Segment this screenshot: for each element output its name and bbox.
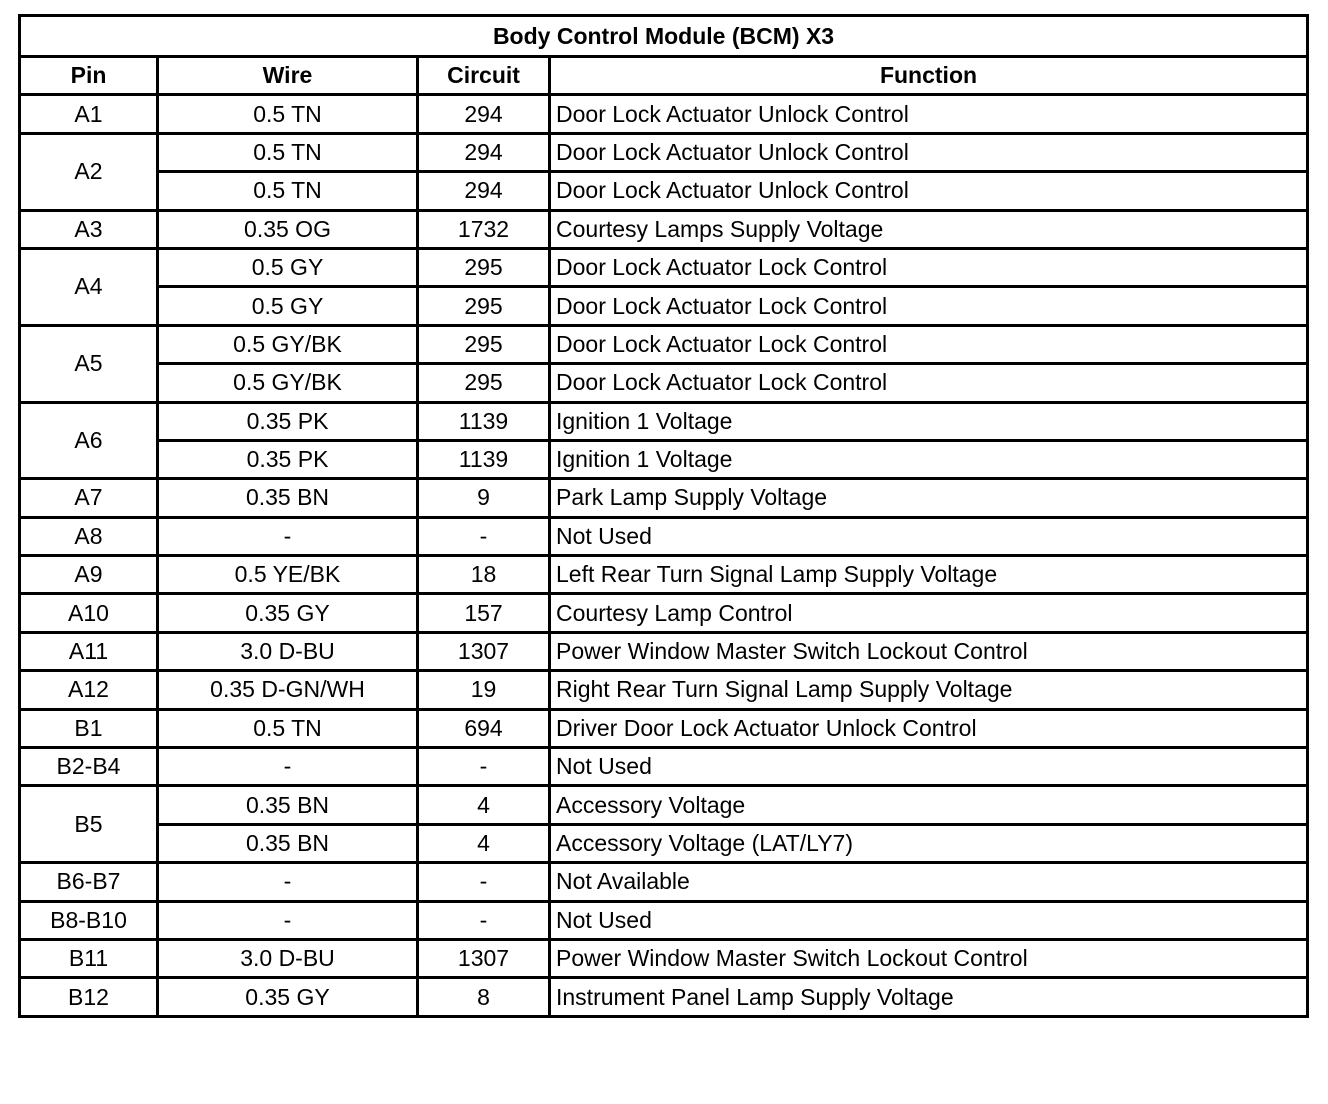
circuit-cell: 294 xyxy=(418,133,550,171)
wire-cell: - xyxy=(158,863,418,901)
function-cell: Ignition 1 Voltage xyxy=(550,440,1308,478)
circuit-cell: 295 xyxy=(418,287,550,325)
wire-cell: 0.35 GY xyxy=(158,978,418,1016)
pin-cell: A7 xyxy=(20,479,158,517)
circuit-cell: 9 xyxy=(418,479,550,517)
pin-cell: B1 xyxy=(20,709,158,747)
function-cell: Ignition 1 Voltage xyxy=(550,402,1308,440)
wire-cell: 0.35 BN xyxy=(158,479,418,517)
table-row xyxy=(20,901,1308,939)
function-cell: Power Window Master Switch Lockout Control xyxy=(550,939,1308,977)
table-row xyxy=(20,556,1308,594)
pin-cell: A8 xyxy=(20,517,158,555)
circuit-cell: - xyxy=(418,517,550,555)
function-cell: Accessory Voltage xyxy=(550,786,1308,824)
circuit-cell: 1139 xyxy=(418,440,550,478)
function-cell: Driver Door Lock Actuator Unlock Control xyxy=(550,709,1308,747)
table-row xyxy=(20,133,1308,171)
wire-cell: 3.0 D-BU xyxy=(158,632,418,670)
function-cell: Door Lock Actuator Unlock Control xyxy=(550,172,1308,210)
table-row xyxy=(20,172,1308,210)
circuit-cell: 157 xyxy=(418,594,550,632)
bcm-x3-pinout-table xyxy=(18,14,1309,1018)
table-row xyxy=(20,786,1308,824)
wire-cell: 0.5 GY/BK xyxy=(158,364,418,402)
circuit-cell: 294 xyxy=(418,95,550,133)
table-row xyxy=(20,671,1308,709)
wire-cell: 0.5 GY/BK xyxy=(158,325,418,363)
table-row xyxy=(20,978,1308,1016)
pin-cell: B11 xyxy=(20,939,158,977)
table-row xyxy=(20,517,1308,555)
function-cell: Door Lock Actuator Lock Control xyxy=(550,364,1308,402)
function-cell: Not Used xyxy=(550,901,1308,939)
function-cell: Door Lock Actuator Lock Control xyxy=(550,287,1308,325)
function-cell: Instrument Panel Lamp Supply Voltage xyxy=(550,978,1308,1016)
table-row xyxy=(20,632,1308,670)
table-row xyxy=(20,824,1308,862)
table-row xyxy=(20,364,1308,402)
circuit-cell: 18 xyxy=(418,556,550,594)
circuit-cell: 295 xyxy=(418,325,550,363)
table-row xyxy=(20,709,1308,747)
table-row xyxy=(20,402,1308,440)
wire-cell: 0.35 GY xyxy=(158,594,418,632)
wire-cell: 0.5 GY xyxy=(158,287,418,325)
circuit-cell: 1732 xyxy=(418,210,550,248)
circuit-cell: 19 xyxy=(418,671,550,709)
circuit-cell: 295 xyxy=(418,248,550,286)
table-row xyxy=(20,210,1308,248)
header-circuit: Circuit xyxy=(418,57,550,95)
wire-cell: 0.5 TN xyxy=(158,709,418,747)
title-row xyxy=(20,16,1308,57)
function-cell: Door Lock Actuator Lock Control xyxy=(550,248,1308,286)
table-body xyxy=(20,95,1308,1016)
table-row xyxy=(20,248,1308,286)
wire-cell: 0.5 GY xyxy=(158,248,418,286)
circuit-cell: 4 xyxy=(418,824,550,862)
table-row xyxy=(20,594,1308,632)
circuit-cell: 694 xyxy=(418,709,550,747)
function-cell: Park Lamp Supply Voltage xyxy=(550,479,1308,517)
wire-cell: 0.35 D-GN/WH xyxy=(158,671,418,709)
function-cell: Left Rear Turn Signal Lamp Supply Voltage xyxy=(550,556,1308,594)
wire-cell: 0.35 BN xyxy=(158,824,418,862)
circuit-cell: 8 xyxy=(418,978,550,1016)
table-row xyxy=(20,863,1308,901)
function-cell: Right Rear Turn Signal Lamp Supply Voltage xyxy=(550,671,1308,709)
wire-cell: - xyxy=(158,748,418,786)
pin-cell: A9 xyxy=(20,556,158,594)
circuit-cell: 4 xyxy=(418,786,550,824)
wire-cell: 0.35 PK xyxy=(158,402,418,440)
function-cell: Power Window Master Switch Lockout Control xyxy=(550,632,1308,670)
wire-cell: 0.35 OG xyxy=(158,210,418,248)
table-title: Body Control Module (BCM) X3 xyxy=(20,16,1308,57)
table-row xyxy=(20,748,1308,786)
circuit-cell: 1139 xyxy=(418,402,550,440)
header-pin: Pin xyxy=(20,57,158,95)
function-cell: Door Lock Actuator Unlock Control xyxy=(550,133,1308,171)
function-cell: Courtesy Lamp Control xyxy=(550,594,1308,632)
circuit-cell: - xyxy=(418,863,550,901)
header-function: Function xyxy=(550,57,1308,95)
function-cell: Courtesy Lamps Supply Voltage xyxy=(550,210,1308,248)
circuit-cell: 295 xyxy=(418,364,550,402)
function-cell: Door Lock Actuator Unlock Control xyxy=(550,95,1308,133)
pin-cell: A1 xyxy=(20,95,158,133)
pin-cell: A12 xyxy=(20,671,158,709)
pin-cell: A11 xyxy=(20,632,158,670)
pin-cell: A5 xyxy=(20,325,158,402)
pin-cell: B8-B10 xyxy=(20,901,158,939)
pin-cell: B5 xyxy=(20,786,158,863)
wire-cell: 0.5 TN xyxy=(158,133,418,171)
wire-cell: 0.35 BN xyxy=(158,786,418,824)
pin-cell: A2 xyxy=(20,133,158,210)
wire-cell: 3.0 D-BU xyxy=(158,939,418,977)
wire-cell: 0.5 TN xyxy=(158,95,418,133)
circuit-cell: 294 xyxy=(418,172,550,210)
table-row xyxy=(20,325,1308,363)
pin-cell: B12 xyxy=(20,978,158,1016)
circuit-cell: - xyxy=(418,748,550,786)
table-row xyxy=(20,440,1308,478)
pin-cell: A10 xyxy=(20,594,158,632)
pin-cell: B2-B4 xyxy=(20,748,158,786)
pin-cell: A6 xyxy=(20,402,158,479)
wire-cell: - xyxy=(158,901,418,939)
pin-cell: A3 xyxy=(20,210,158,248)
function-cell: Not Used xyxy=(550,517,1308,555)
pin-cell: A4 xyxy=(20,248,158,325)
table-row xyxy=(20,479,1308,517)
circuit-cell: 1307 xyxy=(418,632,550,670)
wire-cell: 0.35 PK xyxy=(158,440,418,478)
function-cell: Not Used xyxy=(550,748,1308,786)
wire-cell: - xyxy=(158,517,418,555)
pin-cell: B6-B7 xyxy=(20,863,158,901)
circuit-cell: - xyxy=(418,901,550,939)
header-row xyxy=(20,57,1308,95)
table-row xyxy=(20,939,1308,977)
function-cell: Accessory Voltage (LAT/LY7) xyxy=(550,824,1308,862)
table-row xyxy=(20,95,1308,133)
header-wire: Wire xyxy=(158,57,418,95)
table-row xyxy=(20,287,1308,325)
function-cell: Not Available xyxy=(550,863,1308,901)
wire-cell: 0.5 TN xyxy=(158,172,418,210)
function-cell: Door Lock Actuator Lock Control xyxy=(550,325,1308,363)
circuit-cell: 1307 xyxy=(418,939,550,977)
wire-cell: 0.5 YE/BK xyxy=(158,556,418,594)
